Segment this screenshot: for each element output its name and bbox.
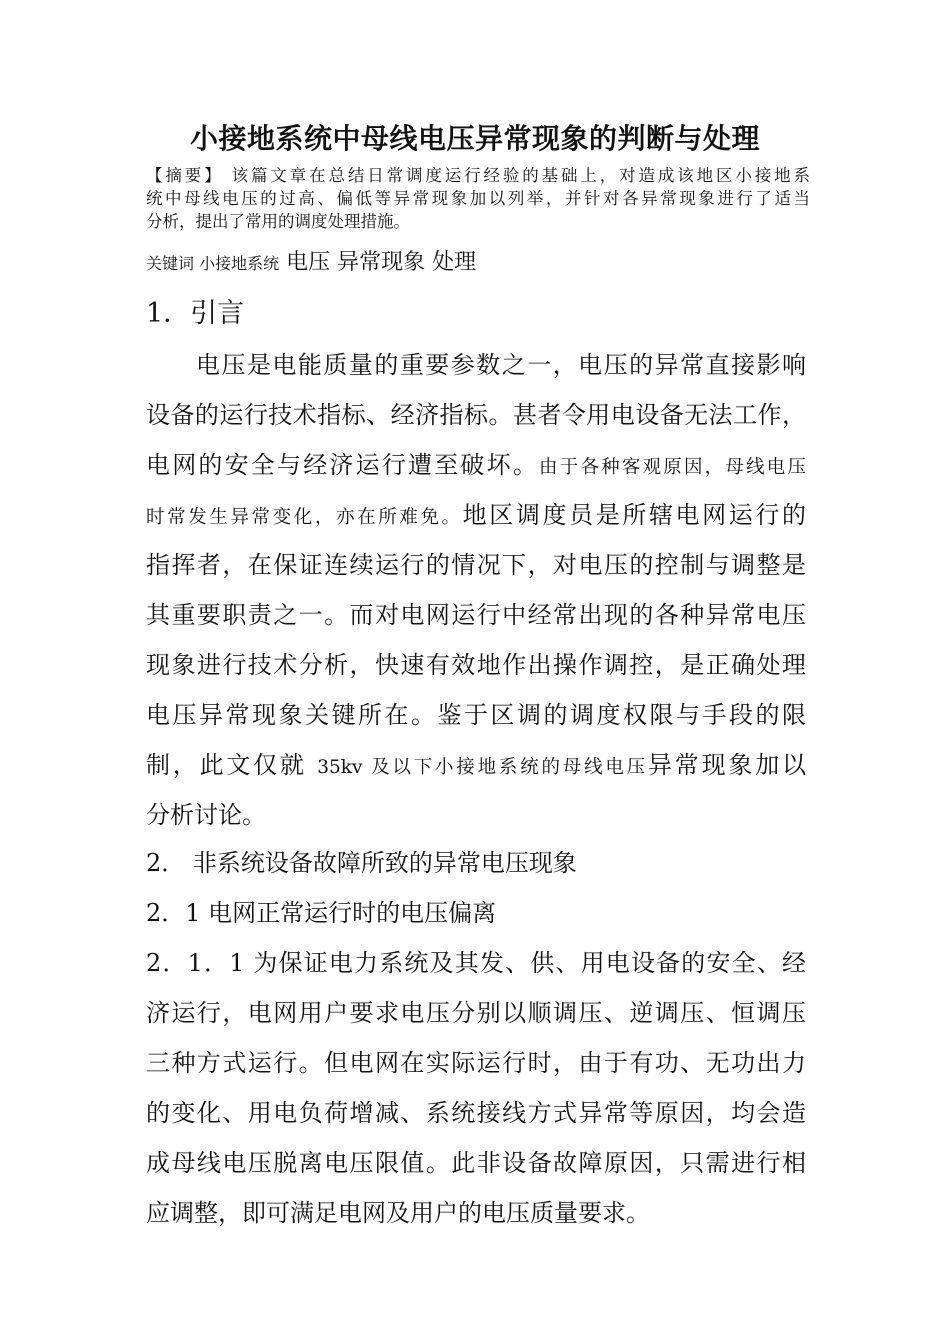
section-body [146, 340, 806, 840]
subsection-body [146, 938, 806, 1238]
paragraph-line: 指挥者，在保证连续运行的情况下，对电压的控制与调整是 [146, 551, 806, 579]
paragraph-line: 电压是电能质量的重要参数之一，电压的异常直接影响 [196, 351, 806, 379]
paragraph-line: 现象进行技术分析，快速有效地作出操作调控，是正确处理 [146, 651, 806, 679]
paragraph-line: 电压异常现象关键所在。鉴于区调的调度权限与手段的限 [146, 701, 806, 729]
keywords-label: 关键词 小接地系统 [146, 254, 280, 273]
section-heading: 1．引言 [146, 298, 245, 329]
paragraph-line: 济运行，电网用户要求电压分别以顺调压、逆调压、恒调压 [146, 999, 806, 1027]
text-run: 地区调度员是所辖电网运行的 [462, 501, 806, 529]
text-run: 异常现象加以 [648, 751, 806, 779]
keywords [146, 248, 476, 279]
section-heading: 2． 非系统设备故障所致的异常电压现象 [146, 849, 577, 877]
text-run: 由于各种客观原因，母线电压 [539, 457, 806, 478]
subsection-heading: 2．1 电网正常运行时的电压偏离 [146, 899, 497, 927]
document-title: 小接地系统中母线电压异常现象的判断与处理 [189, 122, 760, 155]
paragraph-line: 三种方式运行。但电网在实际运行时，由于有功、无功出力 [146, 1049, 806, 1077]
paragraph-line: 成母线电压脱离电压限值。此非设备故障原因，只需进行相 [146, 1149, 806, 1177]
paragraph-line: 应调整，即可满足电网及用户的电压质量要求。 [146, 1199, 650, 1227]
text-run: 35kv 及以下小接地系统的母线电压 [317, 757, 648, 778]
abstract-line: 【摘要】 该篇文章在总结日常调度运行经验的基础上，对造成该地区小接地系 [146, 166, 810, 185]
paragraph-line: 其重要职责之一。而对电网运行中经常出现的各种异常电压 [146, 601, 806, 629]
paragraph-line [146, 440, 806, 490]
paragraph-line [146, 740, 806, 790]
paragraph-line: 的变化、用电负荷增减、系统接线方式异常等原因，均会造 [146, 1099, 806, 1127]
abstract [146, 164, 810, 233]
paragraph-line: 2．1．1 为保证电力系统及其发、供、用电设备的安全、经 [146, 949, 806, 977]
paragraph-line: 分析讨论。 [146, 801, 266, 829]
text-run: 制，此文仅就 [146, 751, 318, 779]
paragraph-line: 设备的运行技术指标、经济指标。甚者令用电设备无法工作， [146, 401, 806, 429]
paragraph-line [146, 490, 806, 540]
text-run: 电网的安全与经济运行遭至破坏。 [146, 451, 540, 479]
abstract-line: 统中母线电压的过高、偏低等异常现象加以列举，并针对各异常现象进行了适当 [146, 189, 810, 208]
keywords-terms: 电压 异常现象 处理 [279, 250, 477, 275]
abstract-line: 分析，提出了常用的调度处理措施。 [146, 212, 410, 231]
text-run: 时常发生异常变化，亦在所难免。 [146, 507, 463, 528]
